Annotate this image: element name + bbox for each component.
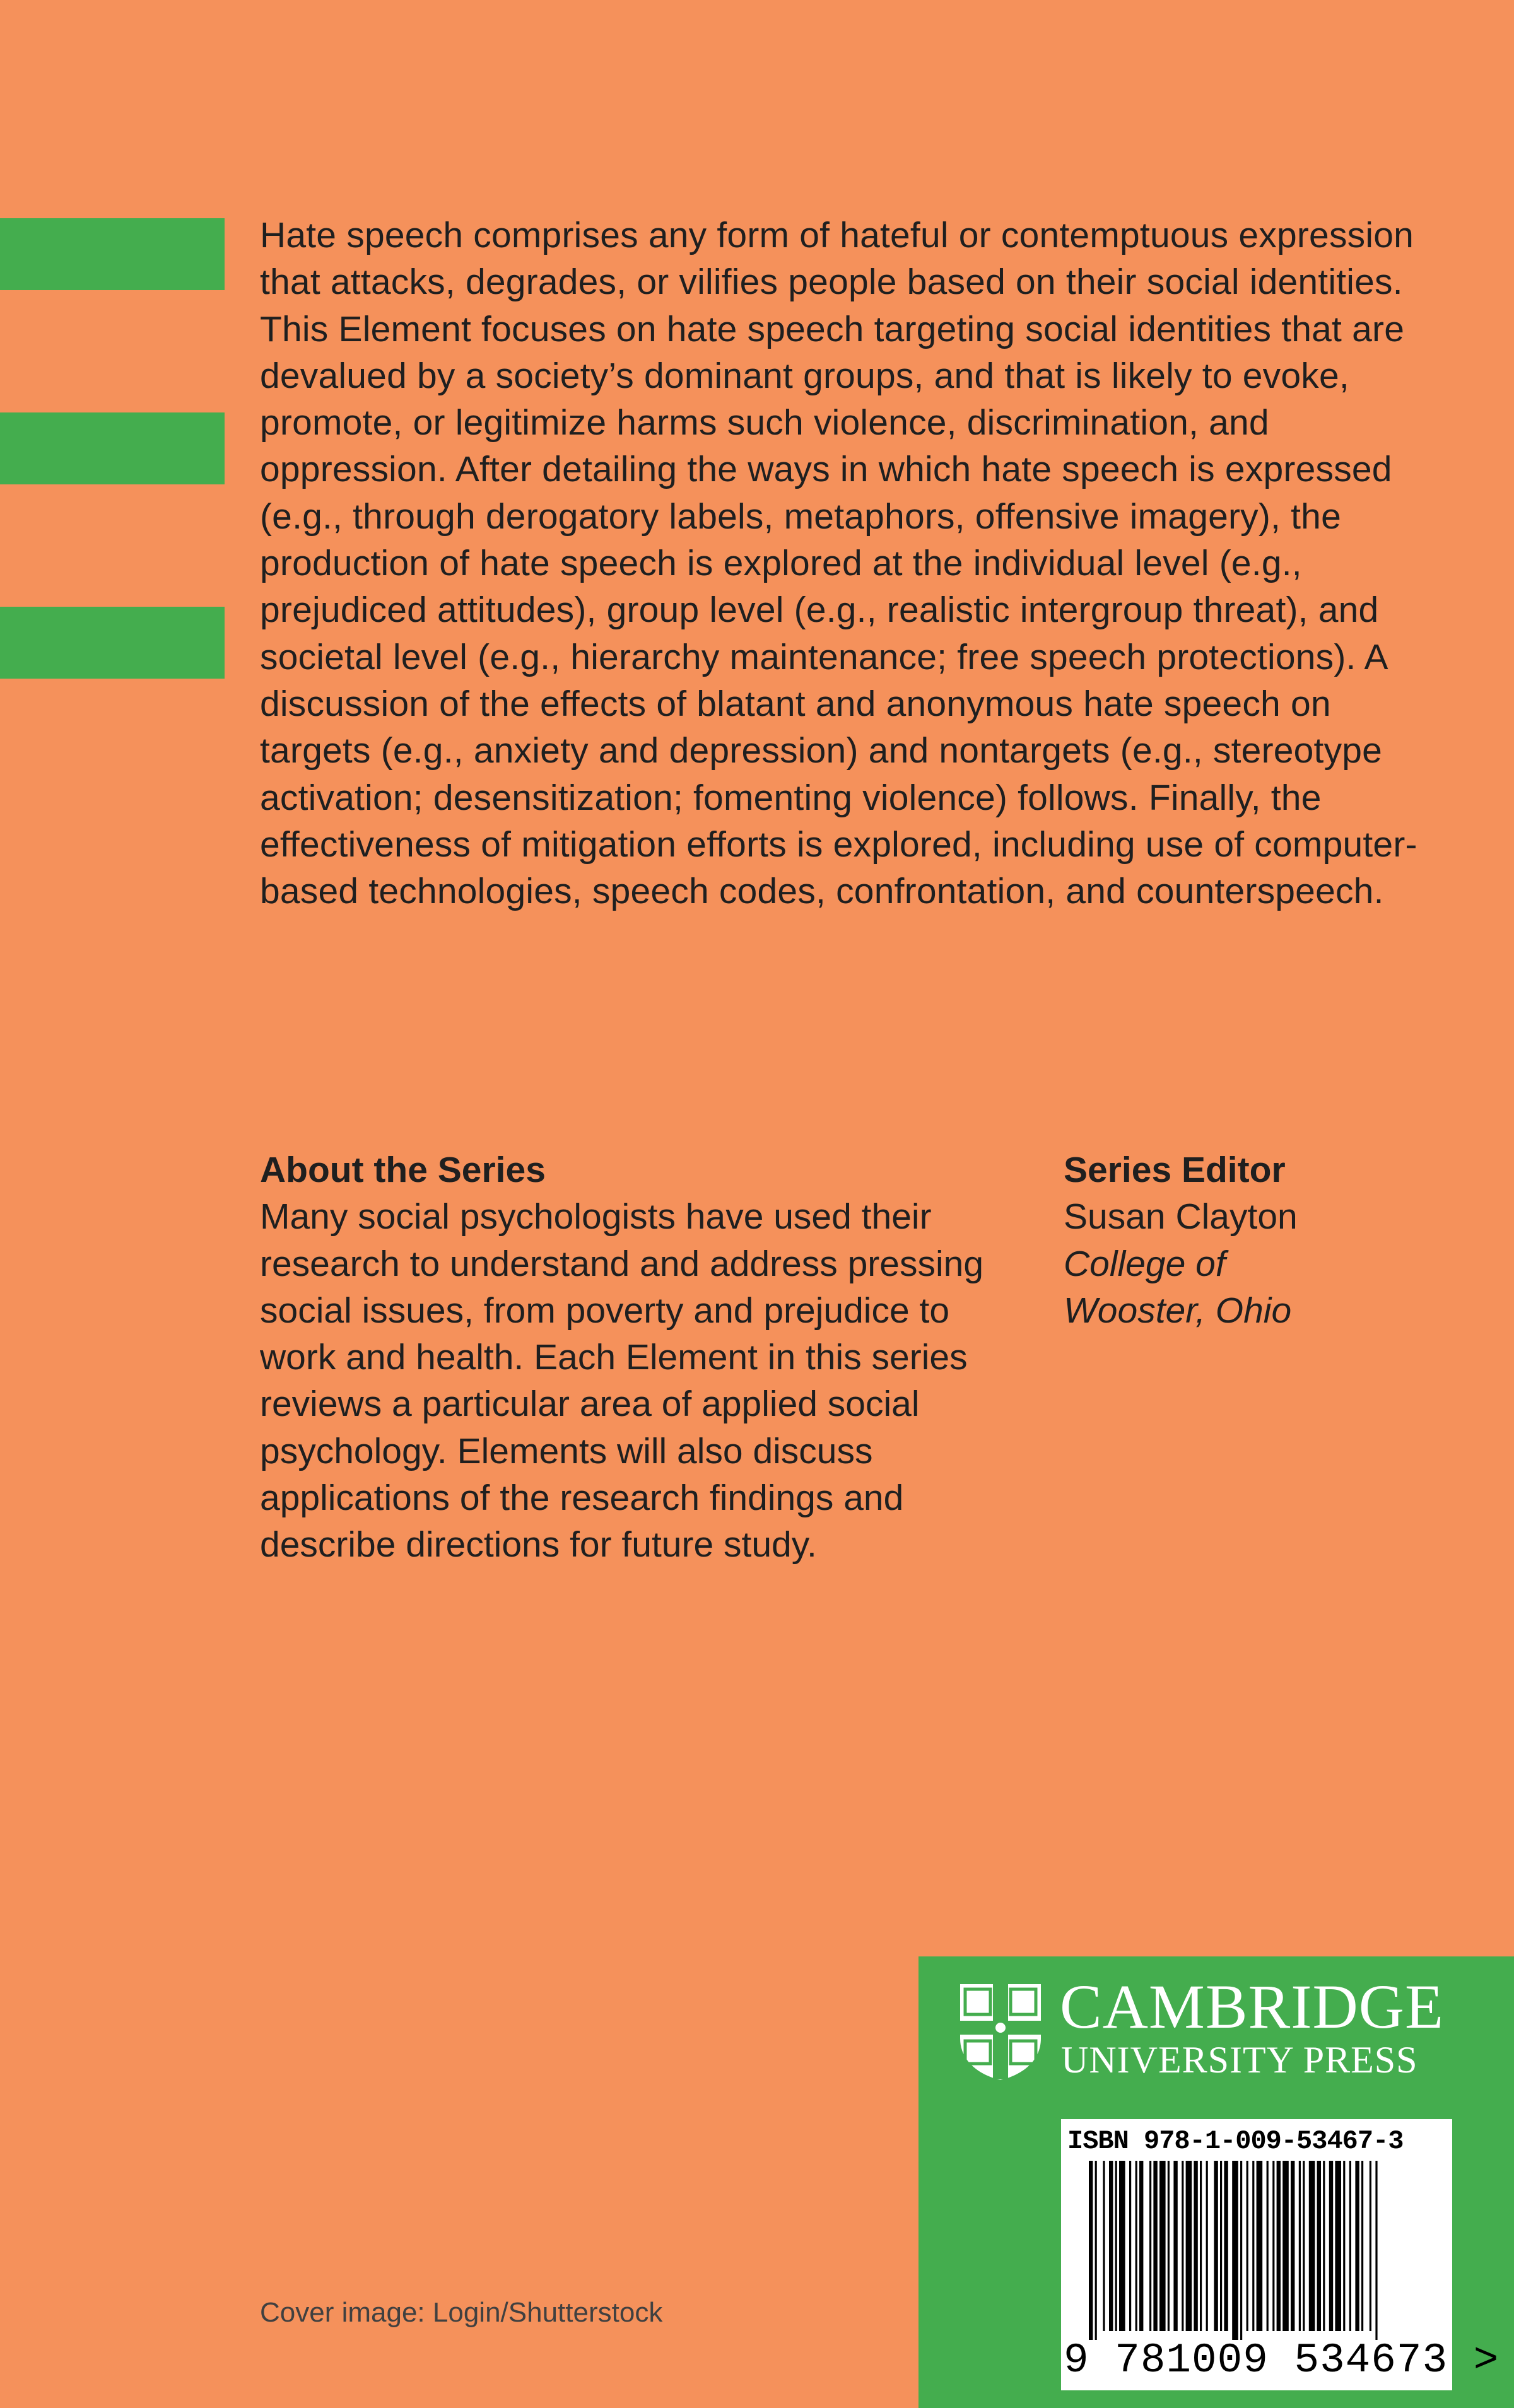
about-series-text: Many social psychologists have used their research to understand and address pressing social issues, from poverty and prejudice to work and health. Each Element in this series reviews a particular area of applied social psychology. Elements will also discuss applications of the research findings and describe directions for future study. [260, 1196, 984, 1565]
barcode-bar [1355, 2161, 1359, 2331]
publisher-name: CAMBRIDGE [1060, 1972, 1445, 2042]
barcode-bar [1186, 2161, 1192, 2331]
barcode-bar [1153, 2161, 1157, 2331]
barcode-bar [1089, 2161, 1093, 2340]
publisher-block [918, 1956, 1514, 2408]
barcode-bar [1182, 2161, 1183, 2331]
barcode-bar [1119, 2161, 1125, 2331]
barcode-bar [1220, 2161, 1222, 2331]
barcode-bar [1291, 2161, 1294, 2331]
barcode-bar [1095, 2161, 1097, 2340]
barcode-bar [1224, 2161, 1228, 2331]
barcode-bar [1309, 2161, 1315, 2331]
barcode-bar [1206, 2161, 1208, 2331]
series-editor-affiliation: College of Wooster, Ohio [1064, 1243, 1292, 1331]
barcode-bar [1252, 2161, 1254, 2331]
barcode-bar [1136, 2161, 1137, 2331]
series-editor-name: Susan Clayton [1064, 1196, 1298, 1237]
barcode-bar [1200, 2161, 1202, 2331]
barcode-bar [1159, 2161, 1166, 2331]
cambridge-crest-icon [956, 1980, 1045, 2083]
barcode-bar [1139, 2161, 1143, 2331]
barcode-bar [1299, 2161, 1301, 2331]
isbn-label: ISBN 978-1-009-53467-3 [1067, 2126, 1404, 2156]
barcode-bar [1115, 2161, 1117, 2331]
barcode-digits: 9 781009 534673 > [1064, 2337, 1499, 2384]
barcode-bar [1349, 2161, 1351, 2331]
barcode-bar [1375, 2161, 1377, 2340]
barcode-bar [1323, 2161, 1325, 2331]
barcode-bar [1335, 2161, 1341, 2331]
barcode-bar [1361, 2161, 1363, 2331]
barcode-bar [1282, 2161, 1289, 2331]
barcode-bar [1303, 2161, 1305, 2331]
series-editor-section [1064, 1147, 1455, 1334]
barcode-bar [1149, 2161, 1151, 2331]
barcode-bar [1173, 2161, 1177, 2331]
green-accent-bar-3 [0, 607, 225, 679]
barcode-bar [1103, 2161, 1105, 2331]
barcode-bars [1067, 2161, 1446, 2340]
green-accent-bar-2 [0, 412, 225, 484]
series-editor-heading: Series Editor [1064, 1150, 1286, 1190]
barcode-bar [1247, 2161, 1248, 2331]
barcode-bar [1317, 2161, 1321, 2331]
green-accent-bar-1 [0, 218, 225, 290]
barcode-bar [1240, 2161, 1242, 2340]
book-blurb: Hate speech comprises any form of hateful or contemptuous expression that attacks, degrades, or vilifies people based on their social identities. This Element focuses on hate speech targeting social identities that are devalued by a society’s dominant groups, and that is likely to evoke, promote, or legitimize harms such violence, discrimination, and oppression. After detailing the ways in which hate speech is expressed (e.g., through derogatory labels, metaphors, offensive imagery), the production of hate speech is explored at the individual level (e.g., prejudiced attitudes), group level (e.g., realistic intergroup threat), and societal level (e.g., hierarchy maintenance; free speech protections). A discussion of the effects of blatant and anonymous hate speech on targets (e.g., anxiety and depression) and nontargets (e.g., stereotype activation; desensitization; fomenting violence) follows. Finally, the effectiveness of mitigation efforts is explored, including use of computer-based technologies, speech codes, confrontation, and counterspeech. [260, 215, 1417, 912]
barcode-bar [1272, 2161, 1274, 2331]
barcode-bar [1214, 2161, 1218, 2331]
barcode-bar [1168, 2161, 1170, 2331]
barcode-bar [1370, 2161, 1371, 2331]
barcode-bar [1129, 2161, 1131, 2331]
barcode-bar [1257, 2161, 1263, 2331]
about-series-section [260, 1147, 1055, 1569]
barcode-bar [1267, 2161, 1269, 2331]
cover-image-credit: Cover image: Login/Shutterstock [260, 2297, 663, 2328]
barcode-bar [1109, 2161, 1113, 2331]
barcode-bar [1329, 2161, 1333, 2331]
barcode-bar [1194, 2161, 1197, 2331]
barcode-bar [1232, 2161, 1238, 2340]
about-series-heading: About the Series [260, 1150, 546, 1190]
barcode-bar [1343, 2161, 1345, 2331]
barcode-bar [1277, 2161, 1281, 2331]
isbn-barcode [1061, 2119, 1499, 2390]
publisher-subtitle: UNIVERSITY PRESS [1061, 2039, 1418, 2081]
